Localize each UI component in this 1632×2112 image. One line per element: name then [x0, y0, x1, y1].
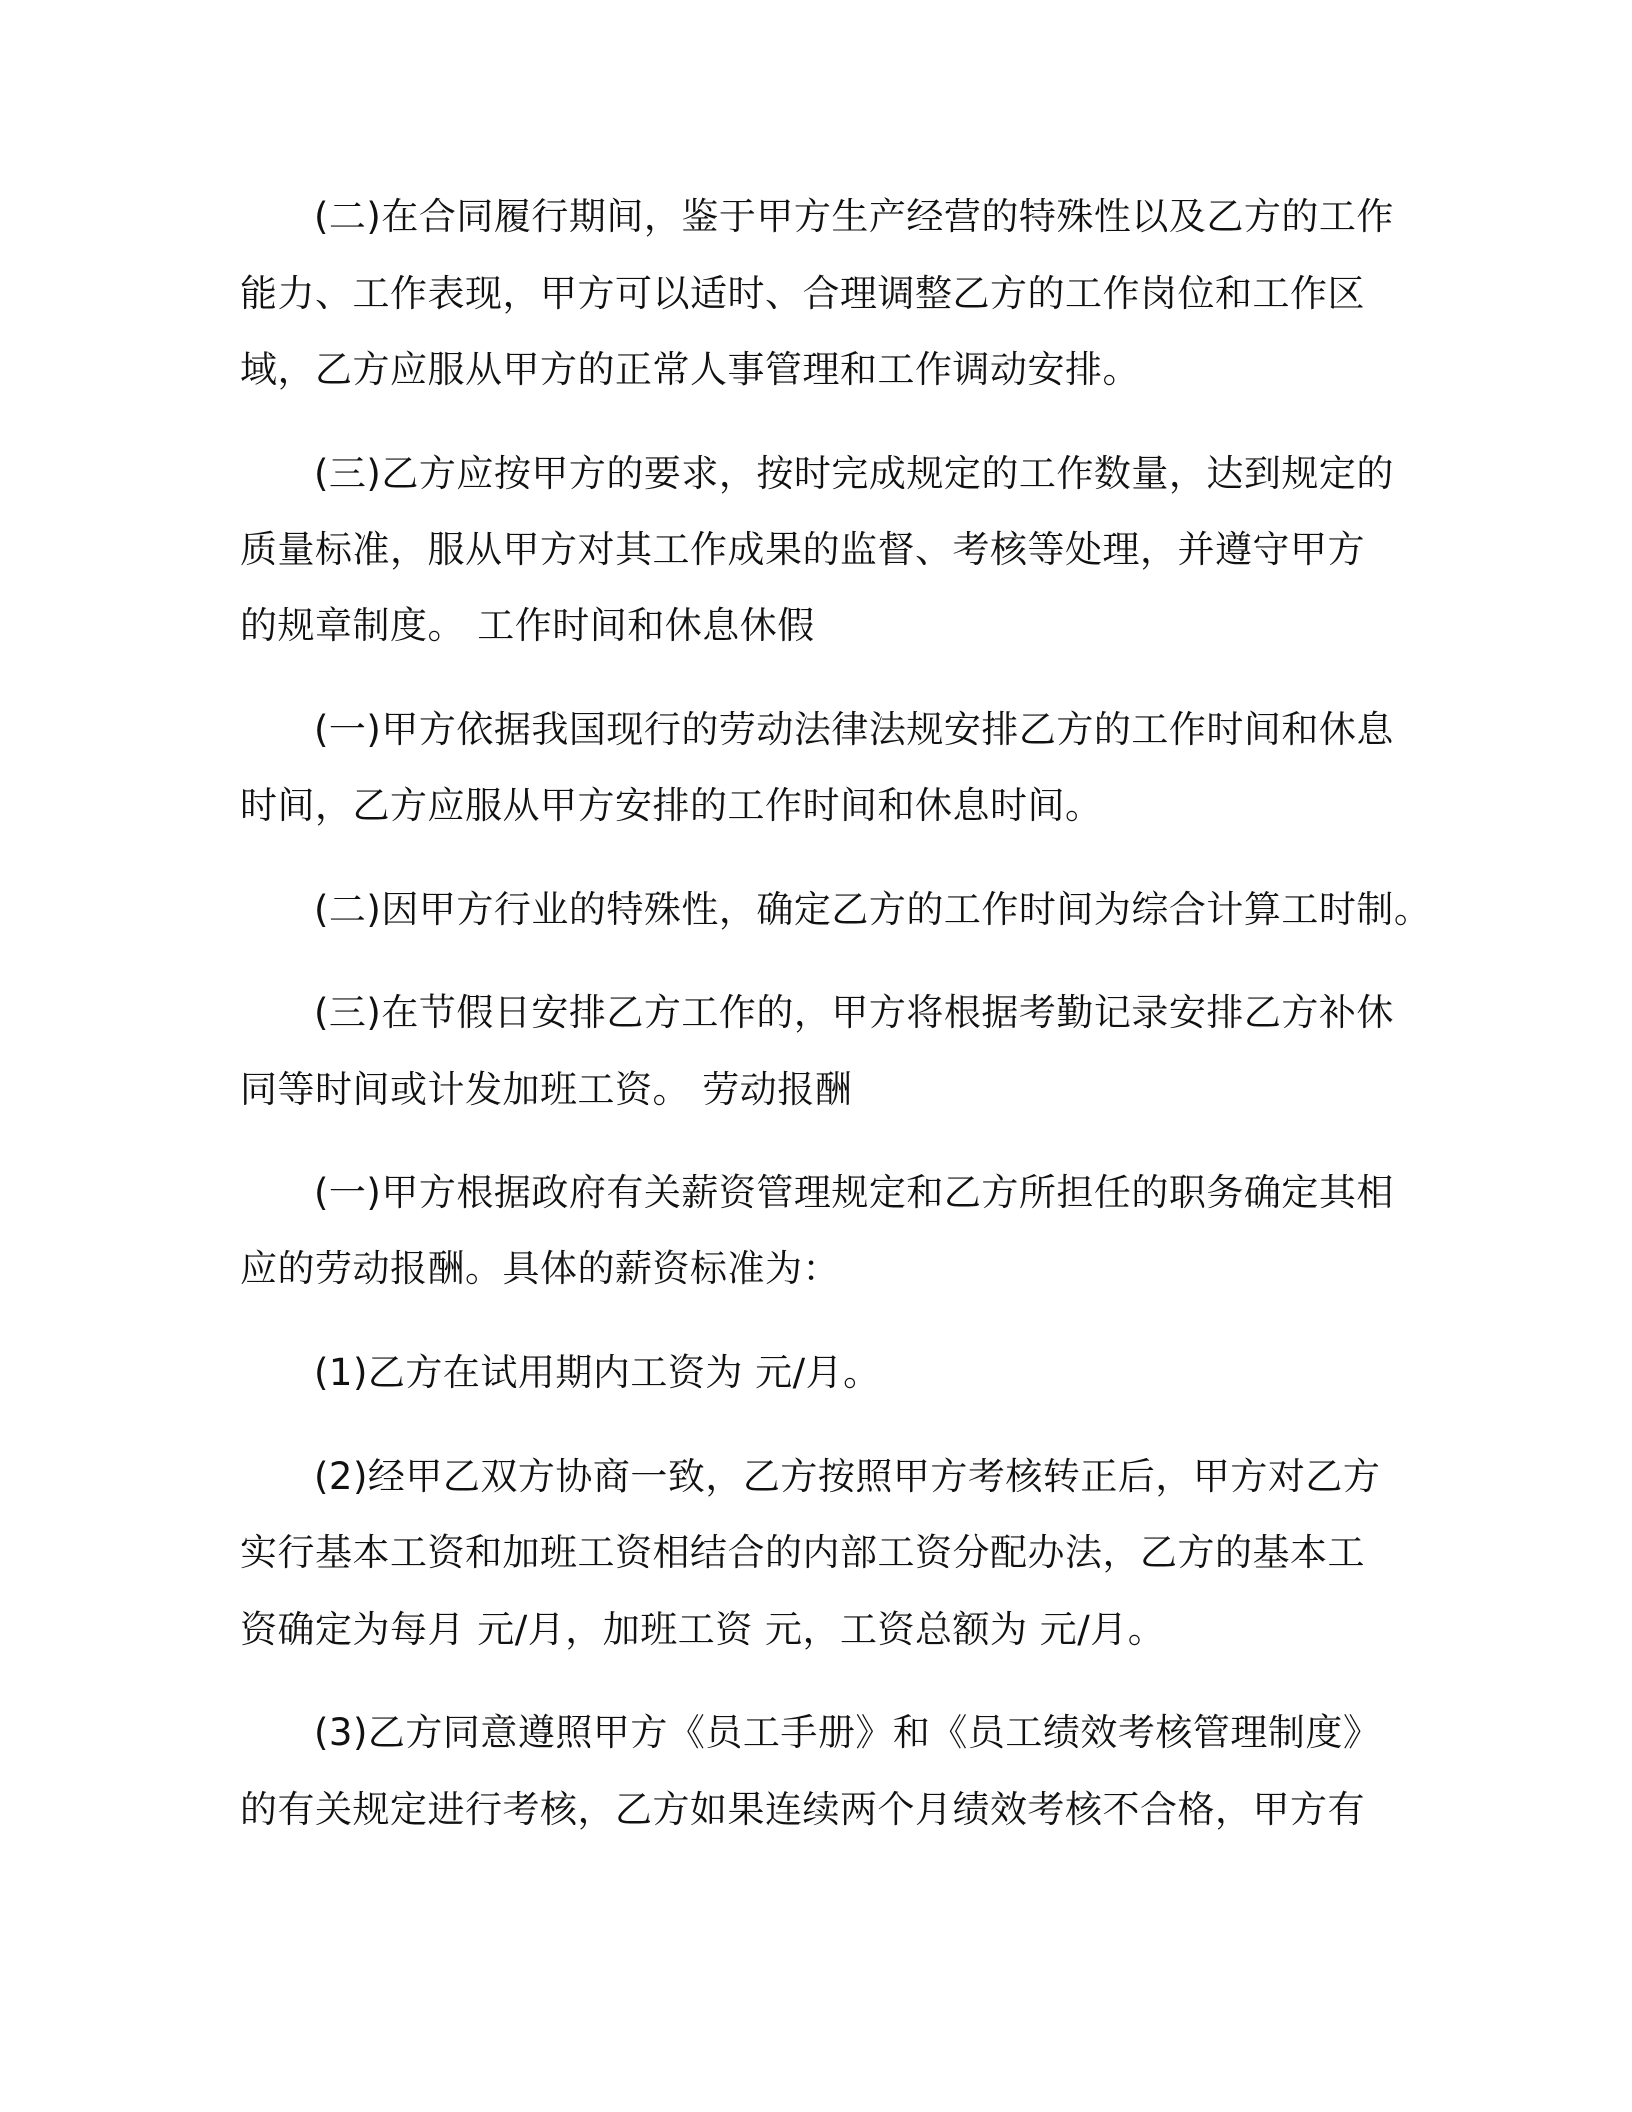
text-line: (三)在节假日安排乙方工作的，甲方将根据考勤记录安排乙方补休	[314, 991, 1394, 1034]
text-line: 的规章制度。 工作时间和休息休假	[240, 604, 815, 647]
text-line: 应的劳动报酬。具体的薪资标准为：	[240, 1247, 840, 1290]
text-line: (二)在合同履行期间，鉴于甲方生产经营的特殊性以及乙方的工作	[314, 195, 1394, 238]
text-line: (3)乙方同意遵照甲方《员工手册》和《员工绩效考核管理制度》	[314, 1711, 1381, 1754]
text-line: 同等时间或计发加班工资。 劳动报酬	[240, 1068, 853, 1111]
text-line: (三)乙方应按甲方的要求，按时完成规定的工作数量，达到规定的	[314, 452, 1394, 495]
text-line: 质量标准，服从甲方对其工作成果的监督、考核等处理，并遵守甲方	[240, 528, 1365, 571]
text-line: 能力、工作表现，甲方可以适时、合理调整乙方的工作岗位和工作区	[240, 272, 1365, 315]
text-line: (一)甲方依据我国现行的劳动法律法规安排乙方的工作时间和休息	[314, 708, 1394, 751]
text-line: 的有关规定进行考核，乙方如果连续两个月绩效考核不合格，甲方有	[240, 1788, 1365, 1831]
text-line: (2)经甲乙双方协商一致，乙方按照甲方考核转正后，甲方对乙方	[314, 1455, 1381, 1498]
text-line: 资确定为每月 元/月，加班工资 元，工资总额为 元/月。	[240, 1608, 1166, 1651]
text-line: (1)乙方在试用期内工资为 元/月。	[314, 1351, 881, 1394]
text-line: 域，乙方应服从甲方的正常人事管理和工作调动安排。	[240, 348, 1140, 391]
text-line: (二)因甲方行业的特殊性，确定乙方的工作时间为综合计算工时制。	[314, 888, 1432, 931]
text-line: (一)甲方根据政府有关薪资管理规定和乙方所担任的职务确定其相	[314, 1171, 1394, 1214]
text-line: 时间，乙方应服从甲方安排的工作时间和休息时间。	[240, 784, 1103, 827]
text-line: 实行基本工资和加班工资相结合的内部工资分配办法，乙方的基本工	[240, 1531, 1365, 1574]
